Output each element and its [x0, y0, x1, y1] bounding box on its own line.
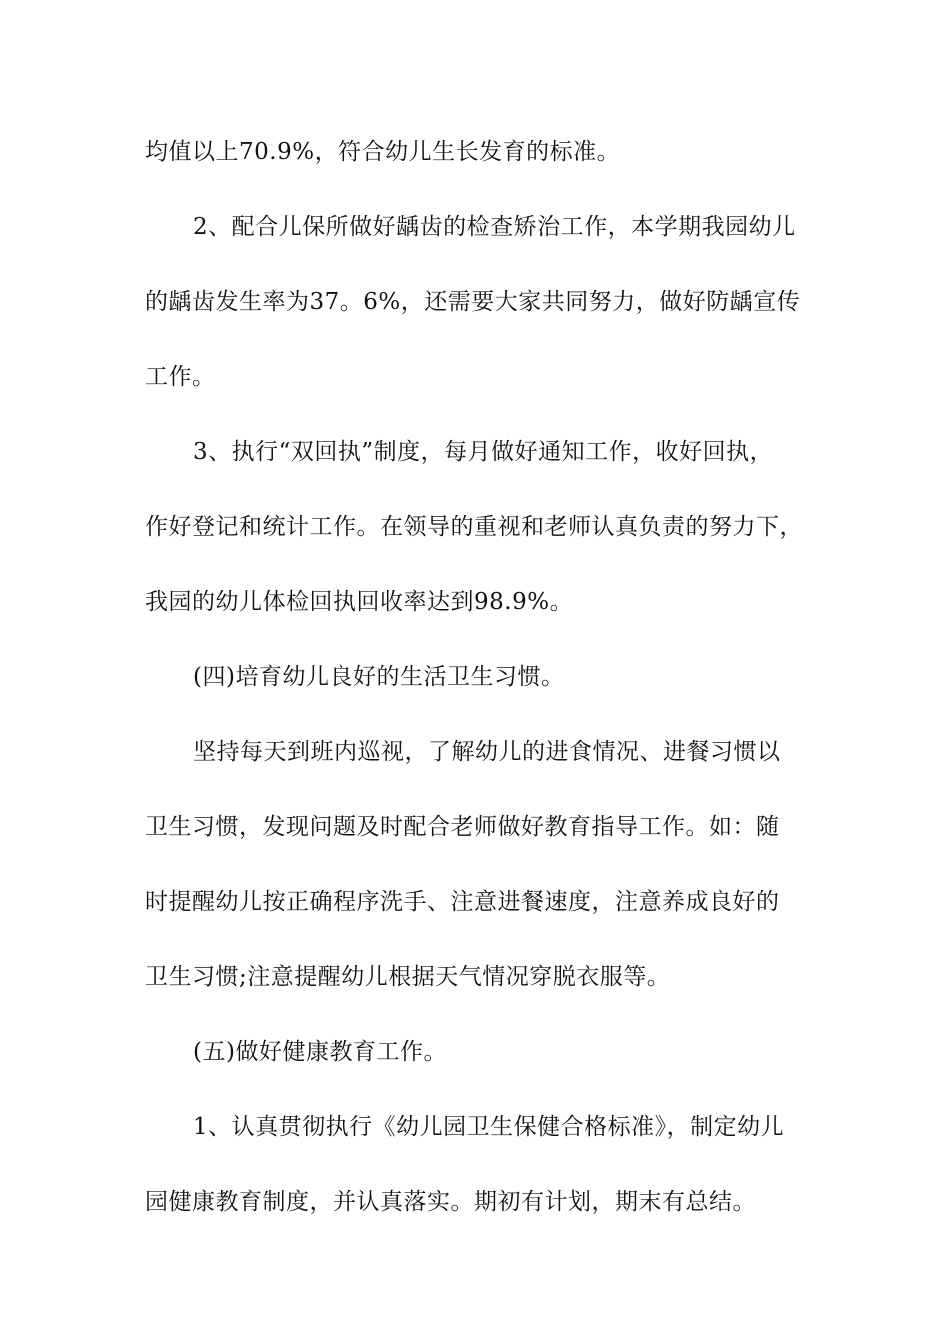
paragraph-line: 1、认真贯彻执行《幼儿园卫生保健合格标准》，制定幼儿 — [193, 1114, 785, 1140]
paragraph-line: 2、配合儿保所做好龋齿的检查矫治工作，本学期我园幼儿 — [193, 214, 796, 240]
text-line: 均值以上70.9%，符合幼儿生长发育的标准。 — [145, 139, 621, 165]
section-heading: (五)做好健康教育工作。 — [193, 1039, 447, 1065]
text-line: 作好登记和统计工作。在领导的重视和老师认真负责的努力下， — [145, 514, 803, 540]
paragraph-line: 3、执行“双回执”制度，每月做好通知工作，收好回执， — [193, 439, 774, 465]
text-line: 时提醒幼儿按正确程序洗手、注意进餐速度，注意养成良好的 — [145, 889, 780, 915]
text-line: 园健康教育制度，并认真落实。期初有计划，期末有总结。 — [145, 1189, 756, 1215]
text-line: 我园的幼儿体检回执回收率达到98.9%。 — [145, 589, 574, 615]
paragraph-line: 坚持每天到班内巡视，了解幼儿的进食情况、进餐习惯以 — [193, 739, 781, 765]
text-line: 的龋齿发生率为37。6%，还需要大家共同努力，做好防龋宣传 — [145, 289, 801, 315]
text-line: 卫生习惯;注意提醒幼儿根据天气情况穿脱衣服等。 — [145, 964, 671, 990]
section-heading: (四)培育幼儿良好的生活卫生习惯。 — [193, 664, 565, 690]
text-line: 工作。 — [145, 364, 216, 390]
text-line: 卫生习惯，发现问题及时配合老师做好教育指导工作。如：随 — [145, 814, 780, 840]
